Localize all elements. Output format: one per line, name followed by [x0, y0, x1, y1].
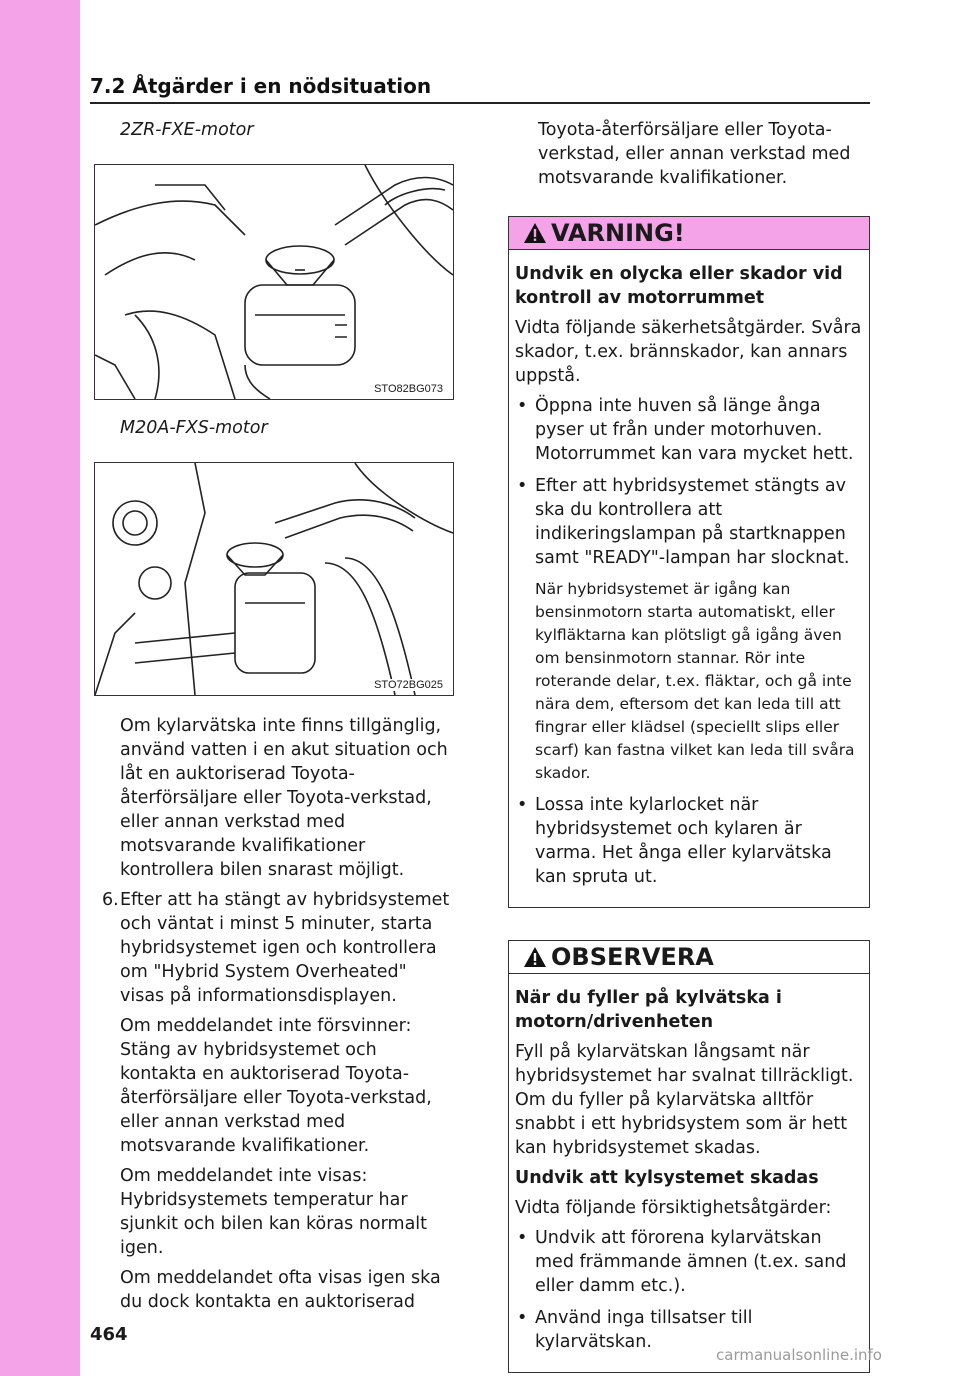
figure-code-2: STO72BG025	[374, 679, 443, 691]
section-title: 7.2 Åtgärder i en nödsituation	[90, 74, 432, 98]
engine-coolant-illustration-1	[95, 165, 453, 399]
page-number: 464	[90, 1324, 128, 1345]
notice-bullet-additives: • Använd inga tillsatser till kylarvätskan.	[515, 1306, 863, 1354]
notice-text-precautions: Vidta följande försiktighetsåtgärder:	[515, 1198, 832, 1218]
step-6-text: Efter att ha stängt av hybridsystemet och väntat i minst 5 minuter, starta hybridsystemet igen och kontrollera om "Hybrid System Overheated" visas på informationsdisplayen.	[120, 890, 450, 1006]
warning-note-fans: När hybridsystemet är igång kan bensinmotorn starta automatiskt, eller kylfläktarna kan plötsligt gå igång även om bensinmotorn stannar. Rör inte roterande delar, t.ex. fläktar, och gå inte nära dem, eftersom det kan leda till att fingrar eller klädsel (speciellt slips eller scarf) kan fastna vilket kan leda till svåra skador.	[535, 580, 855, 782]
warning-header	[509, 217, 869, 250]
warning-subheading: Undvik en olycka eller skador vid kontroll av motorrummet	[515, 264, 843, 308]
figure-m20a-engine	[94, 462, 454, 696]
step-6-number: 6.	[102, 890, 119, 910]
notice-subheading-cooling: Undvik att kylsystemet skadas	[515, 1168, 819, 1188]
warning-bullet-ready-lamp: • Efter att hybridsystemet stängts av ska du kontrollera att indikeringslampan på startknappen samt "READY"-lampan har slocknat.	[515, 474, 863, 570]
figure-caption-m20a: M20A-FXS-motor	[120, 418, 268, 438]
continued-text: Toyota-återförsäljare eller Toyota-verkstad, eller annan verkstad med motsvarande kvalifikationer.	[538, 120, 851, 188]
header-divider	[90, 102, 870, 104]
notice-text-fill: Fyll på kylarvätskan långsamt när hybridsystemet har svalnat tillräckligt. Om du fyller på kylarvätska alltför snabbt i ett hybridsystem som är hett kan hybridsystemet skadas.	[515, 1042, 854, 1158]
watermark: carmanualsonline.info	[716, 1346, 882, 1364]
notice-box	[508, 940, 870, 1373]
warning-bullet-radiator-cap: • Lossa inte kylarlocket när hybridsystemet och kylaren är varma. Het ånga eller kylarvätska kan spruta ut.	[515, 793, 863, 889]
warning-body	[509, 250, 869, 907]
figure-2zr-engine	[94, 164, 454, 400]
chapter-color-band	[0, 0, 80, 1376]
figure-code-1: STO82BG073	[374, 383, 443, 395]
paragraph-message-recurs: Om meddelandet ofta visas igen ska du dock kontakta en auktoriserad	[120, 1268, 441, 1312]
notice-header	[509, 941, 869, 974]
right-column	[508, 112, 870, 1373]
paragraph-message-persists: Om meddelandet inte försvinner: Stäng av hybridsystemet och kontakta en auktoriserad Toyota-återförsäljare eller Toyota-verkstad, eller annan verkstad med motsvarande kvalifikationer.	[120, 1016, 432, 1156]
warning-title: VARNING!	[551, 219, 685, 247]
warning-bullet-hood: • Öppna inte huven så länge ånga pyser ut från under motorhuven. Motorrummet kan vara mycket hett.	[515, 394, 863, 466]
notice-triangle-icon	[523, 946, 547, 968]
notice-subheading-fill: När du fyller på kylvätska i motorn/drivenheten	[515, 988, 782, 1032]
paragraph-message-gone: Om meddelandet inte visas: Hybridsystemets temperatur har sjunkit och bilen kan köras normalt igen.	[120, 1166, 428, 1258]
notice-bullet-contamination: • Undvik att förorena kylarvätskan med främmande ämnen (t.ex. sand eller damm etc.).	[515, 1226, 863, 1298]
step-6	[102, 888, 454, 1008]
warning-intro: Vidta följande säkerhetsåtgärder. Svåra skador, t.ex. brännskador, kan annars uppstå.	[515, 318, 862, 386]
paragraph-no-coolant: Om kylarvätska inte finns tillgänglig, använd vatten i en akut situation och låt en auktoriserad Toyota-återförsäljare eller Toyota-verkstad, eller annan verkstad med motsvarande kvalifikationer kontrollera bilen snarast möjligt.	[120, 716, 448, 880]
left-column	[94, 112, 454, 1320]
engine-coolant-illustration-2	[95, 463, 453, 695]
figure-caption-2zr: 2ZR-FXE-motor	[120, 120, 254, 140]
warning-box	[508, 216, 870, 908]
notice-body	[509, 974, 869, 1372]
warning-triangle-icon	[523, 222, 547, 244]
notice-title: OBSERVERA	[551, 943, 714, 971]
